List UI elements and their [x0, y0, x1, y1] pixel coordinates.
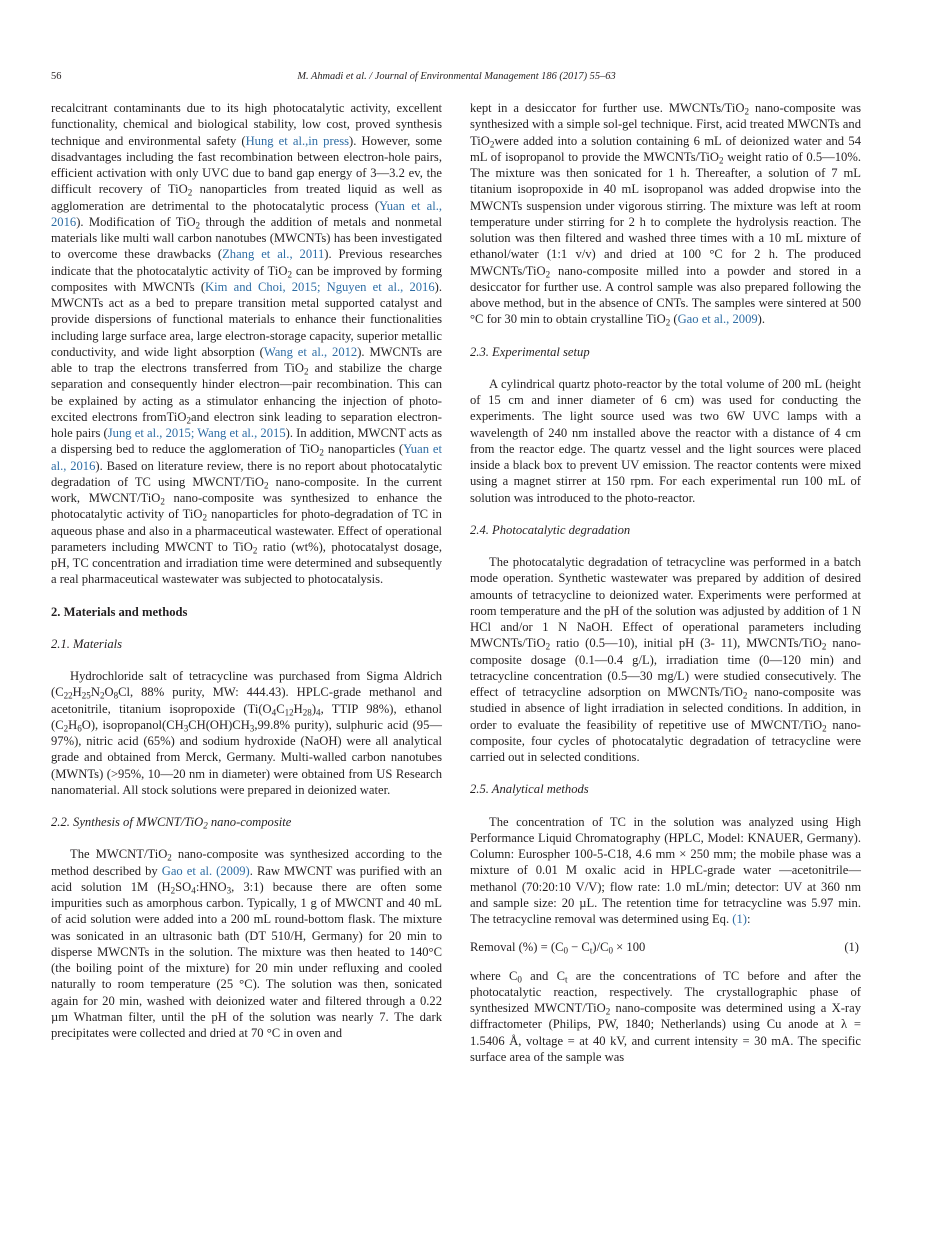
running-header	[51, 71, 862, 87]
equation	[470, 939, 861, 955]
paragraph-synthesis: The MWCNT/TiO$_2$ nano-composite was synthesized according to the method described by Gao et al. (2009). Raw MWCNT was purified with an acid solution 1M ($H_2SO_4:HNO_3$, 3:1) because there are often some impurities such as amorphous carbon. Typically, 1 g of MWCNT and 40 mL of acid solution were added into a 200 mL round-bottom flask. The mixture was sonicated in an ultrasonic bath (DT 510/H, Germany) for 20 min to disperse MWCNTs in the solution. The mixture was then heated to 140°C (the boiling point of the mixture) for 20 min under refluxing and cooled naturally to room temperature (25 °C). The solution was then, sonicated again for 20 min, washed with deionized water and filtered through a 0.22 µm Whatman filter, until the pH of the solution was nearly 7. The dark precipitates were collected and dried at 70 °C in oven and	[51, 847, 442, 1040]
subsection-heading: 2.5. Analytical methods	[470, 782, 589, 797]
equation-body: Removal (%) = $(C_0 - C_t)/C_0 \times 100$	[470, 940, 646, 956]
paragraph-materials: Hydrochloride salt of tetracycline was purchased from Sigma Aldrich ($C_{22}H_{25}N_2O_8Cl$, 88% purity, MW: 444.43). HPLC-grade methanol and acetonitrile, titanium isopropoxide ($Ti(O_4C_{12}H_{28})_4$, TTIP 98%), ethanol $(C_2H_6O)$, $isopropanol(CH_3CH(OH)CH_3,99.8\%$ purity), sulphuric acid (95—97%), nitric acid (65%) and sodium hydroxide (NaOH) were all analytical grade and obtained from Merck, Germany. Multi-walled carbon nanotubes (MWNTs) (>95%, 10—20 nm in diameter) were obtained from US Research nanomaterial. All stock solutions were prepared in deionized water.	[51, 669, 442, 797]
citation-link[interactable]: Hung et al.,in press	[245, 133, 350, 148]
citation-link[interactable]: Kim and Choi, 2015; Nguyen et al., 2016	[205, 279, 435, 294]
running-title: M. Ahmadi et al. / Journal of Environmental Management 186 (2017) 55–63	[297, 71, 616, 82]
right-column	[470, 100, 861, 1065]
subsection-heading: 2.1. Materials	[51, 636, 123, 651]
citation-link[interactable]: Yuan et al., 2016	[51, 442, 442, 473]
paragraph-synthesis-continued: kept in a desiccator for further use. MWCNTs/TiO$_2$ nano-composite was synthesized with a simple sol-gel technique. First, acid treated MWCNTs and TiO$_2$were added into a solution containing 6 mL of deionized water and 54 mL of isopropanol to provide the MWCNTs/TiO$_2$ weight ratio of 0.5—10%. The mixture was then sonicated for 1 h. Thereafter, a solution of 7 mL titanium isopropoxide in 40 mL isopropanol was added dropwise into the MWCNTs suspension under vigorous stirring. The mixture was left at room temperature under stirring for 2 h to complete the hydrolysis reaction. The solution was then filtered and washed three times with a 10 mL mixture of ethanol/water (1:1 v/v) and dried at 100 °C for 2 h. The produced MWCNTs/TiO$_2$ nano-composite milled into a powder and stored in a desiccator for further use. A control sample was also prepared following the above method, but in the absence of CNTs. The samples were sintered at 500 °C for 30 min to obtain crystalline TiO$_2$ (Gao et al., 2009).	[470, 101, 861, 328]
citation-link[interactable]: Jung et al., 2015; Wang et al., 2015	[107, 426, 286, 440]
subsection-heading: 2.3. Experimental setup	[470, 344, 590, 359]
citation-link[interactable]: Yuan et al., 2016	[51, 198, 443, 229]
section-heading: 2. Materials and methods	[51, 604, 188, 619]
left-column	[51, 100, 442, 1041]
paragraph-intro-continued: recalcitrant contaminants due to its high photocatalytic activity, excellent functionality, chemical and biological stability, low cost, proved synthesis technique and environmental safety (Hung et al.,in press). However, some disadvantages including the fast recombination between electron-hole pairs, efficient activation with only UVC due to band gap energy of 3—3.2 ev, the difficult recovery of TiO$_2$ nanoparticles from treated liquid as well as agglomeration are detrimental to the photocatalytic process (Yuan et al., 2016). Modification of TiO$_2$ through the addition of metals and nonmetal materials like multi wall carbon nanotubes (MWCNTs) has been investigated to overcome these drawbacks (Zhang et al., 2011). Previous researches indicate that the photocatalytic activity of TiO$_2$ can be improved by forming composites with MWCNTs (Kim and Choi, 2015; Nguyen et al., 2016). MWCNTs act as a bed to prepare transition metal supported catalyst and provide dispersions of functional materials to enhance their functionalities including large surface area, large electron-storage capacity, superior metallic conductivity, and wide light absorption (Wang et al., 2012). MWCNTs are able to trap the electrons transferred from TiO$_2$ and stabilize the charge separation and consequently hinder electron—pair recombination. This can be explained by acting as a stimulator enhancing the injection of photo-excited electrons fromTiO$_2$and electron sink leading to separation electron-hole pairs (Jung et al., 2015; Wang et al., 2015). In addition, MWCNT acts as a dispersing bed to reduce the agglomeration of TiO$_2$ nanoparticles (Yuan et al., 2016). Based on literature review, there is no report about photocatalytic degradation of TC using MWCNT/TiO$_2$ nano-composite. In the current work, MWCNT/TiO$_2$ nano-composite was synthesized to enhance the photocatalytic activity of TiO$_2$ nanoparticles for photo-degradation of TC in aqueous phase and also in a pharmaceutical wastewater. Effect of operational parameters including MWCNT to TiO$_2$ ratio (wt%), photocatalyst dosage, pH, TC concentration and irradiation time were determined and subsequently a real pharmaceutical wastewater was subjected to photocatalysis.	[51, 101, 443, 587]
paragraph-experimental-setup: A cylindrical quartz photo-reactor by the total volume of 200 mL (height of 15 cm and inner diameter of 6 cm) was used for conducting the experiments. The light source used was two 6W UVC lamps with a wavelength of 240 nm installed above the reactor with a distance of 4 cm from the reactor edge. The quartz vessel and the light sources were placed inside a black box to prevent UV emission. The reactor contents were mixed using a magnet stirrer at 150 rpm. For each experimental run 100 mL of solution was introduced to the photo-reactor.	[470, 376, 861, 505]
paragraph-analytical-methods: The concentration of TC in the solution was analyzed using High Performance Liquid Chromatography (HPLC, Model: KNAUER, Germany). Column: Eurospher 100-5-C18, 4.6 mm × 250 mm; the mobile phase was a mixture of 0.01 M oxalic acid in HPLC-grade water —acetonitrile—methanol (70:20:10 V/V); flow rate: 1.0 mL/min; detector: UV at 360 nm and sample size: 20 µL. The retention time for tetracycline was 5.97 min. The tetracycline removal was determined using Eq. (1):	[470, 814, 861, 926]
paragraph-equation-explanation: where $C_0$ and $C_t$ are the concentrations of TC before and after the photocatalytic reaction, respectively. The crystallographic phase of synthesized MWCNT/TiO$_2$ nano-composite was determined using a X-ray diffractometer (Philips, PW, 1840; Netherlands) using Cu anode at λ = 1.5406 Å, voltage = at 40 kV, and current intensity = 30 mA. The specific surface area of the sample was	[470, 968, 861, 1064]
citation-link[interactable]: Zhang et al., 2011	[222, 247, 325, 262]
citation-link[interactable]: Gao et al. (2009)	[161, 863, 250, 878]
subsection-heading: 2.2. Synthesis of MWCNT/TiO$_2$ nano-composite	[51, 815, 292, 831]
subsection-heading: 2.4. Photocatalytic degradation	[470, 522, 631, 537]
citation-link[interactable]: Gao et al., 2009	[677, 312, 758, 327]
paragraph-photocatalytic-degradation: The photocatalytic degradation of tetracycline was performed in a batch mode operation. Synthetic wastewater was prepared by addition of desired amounts of tetracycline to deionized water. Experiments were performed at room temperature and the pH of the solution was adjusted by addition of 1 N HCl and/or 1 N NaOH. Effect of operational parameters including MWCNTs/TiO$_2$ ratio (0.5—10), initial pH (3- 11), MWCNTs/TiO$_2$ nano-composite dosage (0.1—0.4 g/L), irradiation time (0—120 min) and tetracycline concentration (0.5—30 mg/L) were studied consecutively. The effect of tetracycline adsorption on MWCNTs/TiO$_2$ nano-composite was studied in absence of light irradiation in selected conditions. In addition, in order to evaluate the feasibility of repetitive use of MWCNT/TiO$_2$ nano-composite, four cycles of photocatalytic degradation of tetracycline were carried out in selected conditions.	[470, 555, 861, 764]
page-number: 56	[51, 71, 62, 82]
equation-link[interactable]: (1)	[732, 912, 747, 926]
equation-number: (1)	[844, 940, 859, 955]
citation-link[interactable]: Wang et al., 2012	[263, 344, 358, 359]
